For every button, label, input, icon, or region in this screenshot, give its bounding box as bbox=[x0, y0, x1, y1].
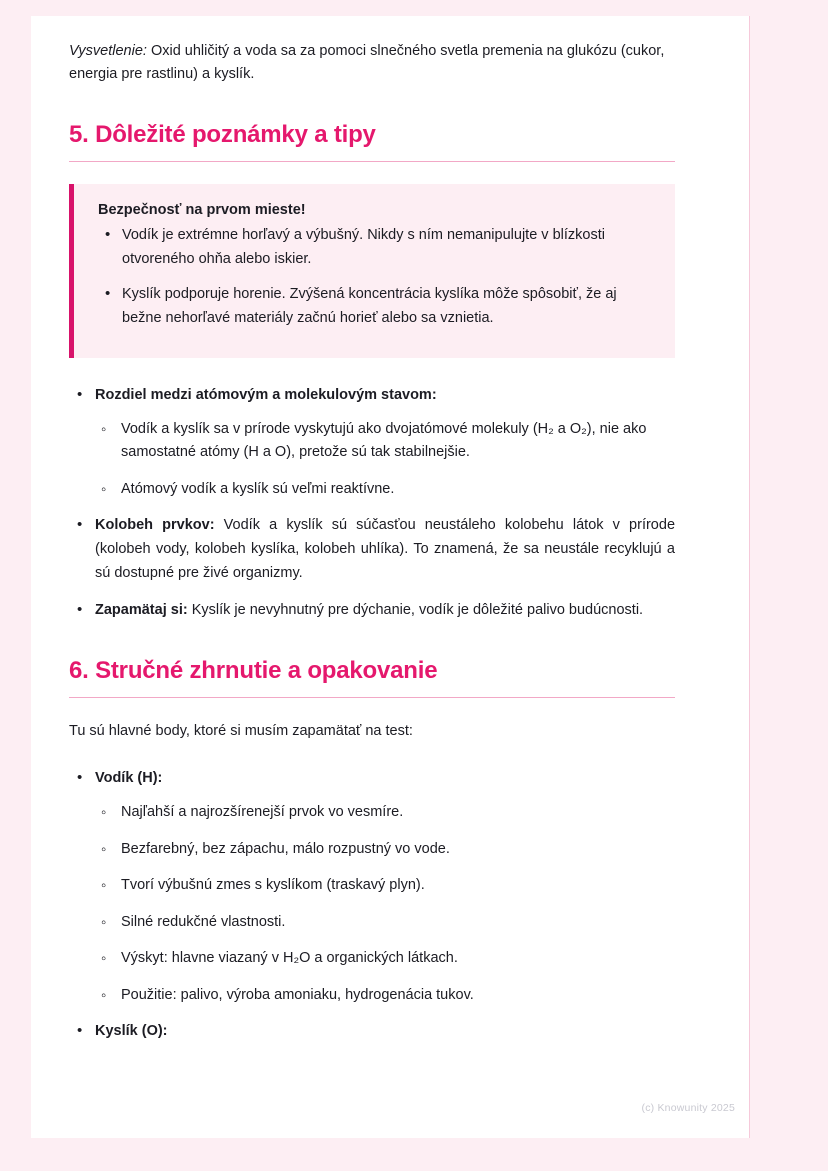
safety-callout-list bbox=[98, 224, 653, 331]
sub-list-item: ◦ Atómový vodík a kyslík sú veľmi reaktívne. bbox=[95, 478, 675, 501]
intro-paragraph bbox=[69, 40, 675, 87]
section-heading-5: 5. Dôležité poznámky a tipy bbox=[69, 120, 376, 148]
section-6-bullet-list bbox=[69, 767, 675, 1044]
list-item bbox=[69, 599, 675, 623]
list-item-lead: Rozdiel medzi atómovým a molekulovým stavom: bbox=[95, 386, 437, 403]
list-item: • Vodík je extrémne horľavý a výbušný. Nikdy s ním nemanipulujte v blízkosti otvoreného ohňa alebo iskier. bbox=[98, 224, 653, 272]
list-item-text: Vodík a kyslík sú súčasťou neustáleho kolobehu látok v prírode (kolobeh vody, kolobeh kyslíka, kolobeh uhlíka). To znamená, že sa neustále recyklujú a sú dostupné pre živé organizmy. bbox=[95, 517, 676, 581]
list-item-lead: Vodík (H): bbox=[95, 770, 163, 787]
section-5-divider bbox=[69, 161, 675, 162]
document-content bbox=[69, 40, 675, 1057]
sub-list-item: ◦ Tvorí výbušnú zmes s kyslíkom (traskavý plyn). bbox=[95, 874, 675, 897]
sub-list-item: ◦ Výskyt: hlavne viazaný v H₂O a organických látkach. bbox=[95, 947, 675, 970]
sub-list-item: ◦ Vodík a kyslík sa v prírode vyskytujú ako dvojatómové molekuly (H₂ a O₂), nie ako samostatné atómy (H a O), pretože sú tak stabilnejšie. bbox=[95, 418, 675, 465]
safety-callout-title: Bezpečnosť na prvom mieste! bbox=[98, 201, 306, 218]
list-item bbox=[69, 514, 675, 586]
copyright-footer: (c) Knowunity 2025 bbox=[641, 1102, 735, 1114]
section-5-bullet-list bbox=[69, 384, 675, 623]
list-item bbox=[69, 384, 675, 501]
list-item bbox=[69, 1020, 675, 1044]
section-6-lead-paragraph: Tu sú hlavné body, ktoré si musím zapamätať na test: bbox=[69, 722, 413, 739]
page-right-margin-strip bbox=[749, 16, 797, 1138]
section-6-divider bbox=[69, 697, 675, 698]
safety-callout bbox=[69, 184, 675, 358]
list-item-lead: Kyslík (O): bbox=[95, 1023, 168, 1040]
sub-list-item: ◦ Silné redukčné vlastnosti. bbox=[95, 911, 675, 934]
list-item-text: Kyslík je nevyhnutný pre dýchanie, vodík je dôležité palivo budúcnosti. bbox=[187, 601, 644, 618]
list-item bbox=[69, 767, 675, 1007]
section-heading-6: 6. Stručné zhrnutie a opakovanie bbox=[69, 656, 438, 684]
document-sheet bbox=[31, 16, 797, 1138]
sub-list-item: ◦ Najľahší a najrozšírenejší prvok vo vesmíre. bbox=[95, 801, 675, 824]
list-item-lead: Zapamätaj si: bbox=[95, 601, 188, 618]
intro-label: Vysvetlenie: bbox=[69, 43, 147, 59]
sub-list-item: ◦ Bezfarebný, bez zápachu, málo rozpustný vo vode. bbox=[95, 838, 675, 861]
list-item-lead: Kolobeh prvkov: bbox=[95, 517, 215, 534]
list-item: • Kyslík podporuje horenie. Zvýšená koncentrácia kyslíka môže spôsobiť, že aj bežne nehorľavé materiály začnú horieť alebo sa vznietia. bbox=[98, 283, 653, 331]
intro-text: Oxid uhličitý a voda sa za pomoci slnečného svetla premenia na glukózu (cukor, energia pre rastlinu) a kyslík. bbox=[69, 43, 665, 83]
sub-list-item: ◦ Použitie: palivo, výroba amoniaku, hydrogenácia tukov. bbox=[95, 984, 675, 1007]
sub-list bbox=[95, 801, 675, 1007]
sub-list bbox=[95, 418, 675, 501]
